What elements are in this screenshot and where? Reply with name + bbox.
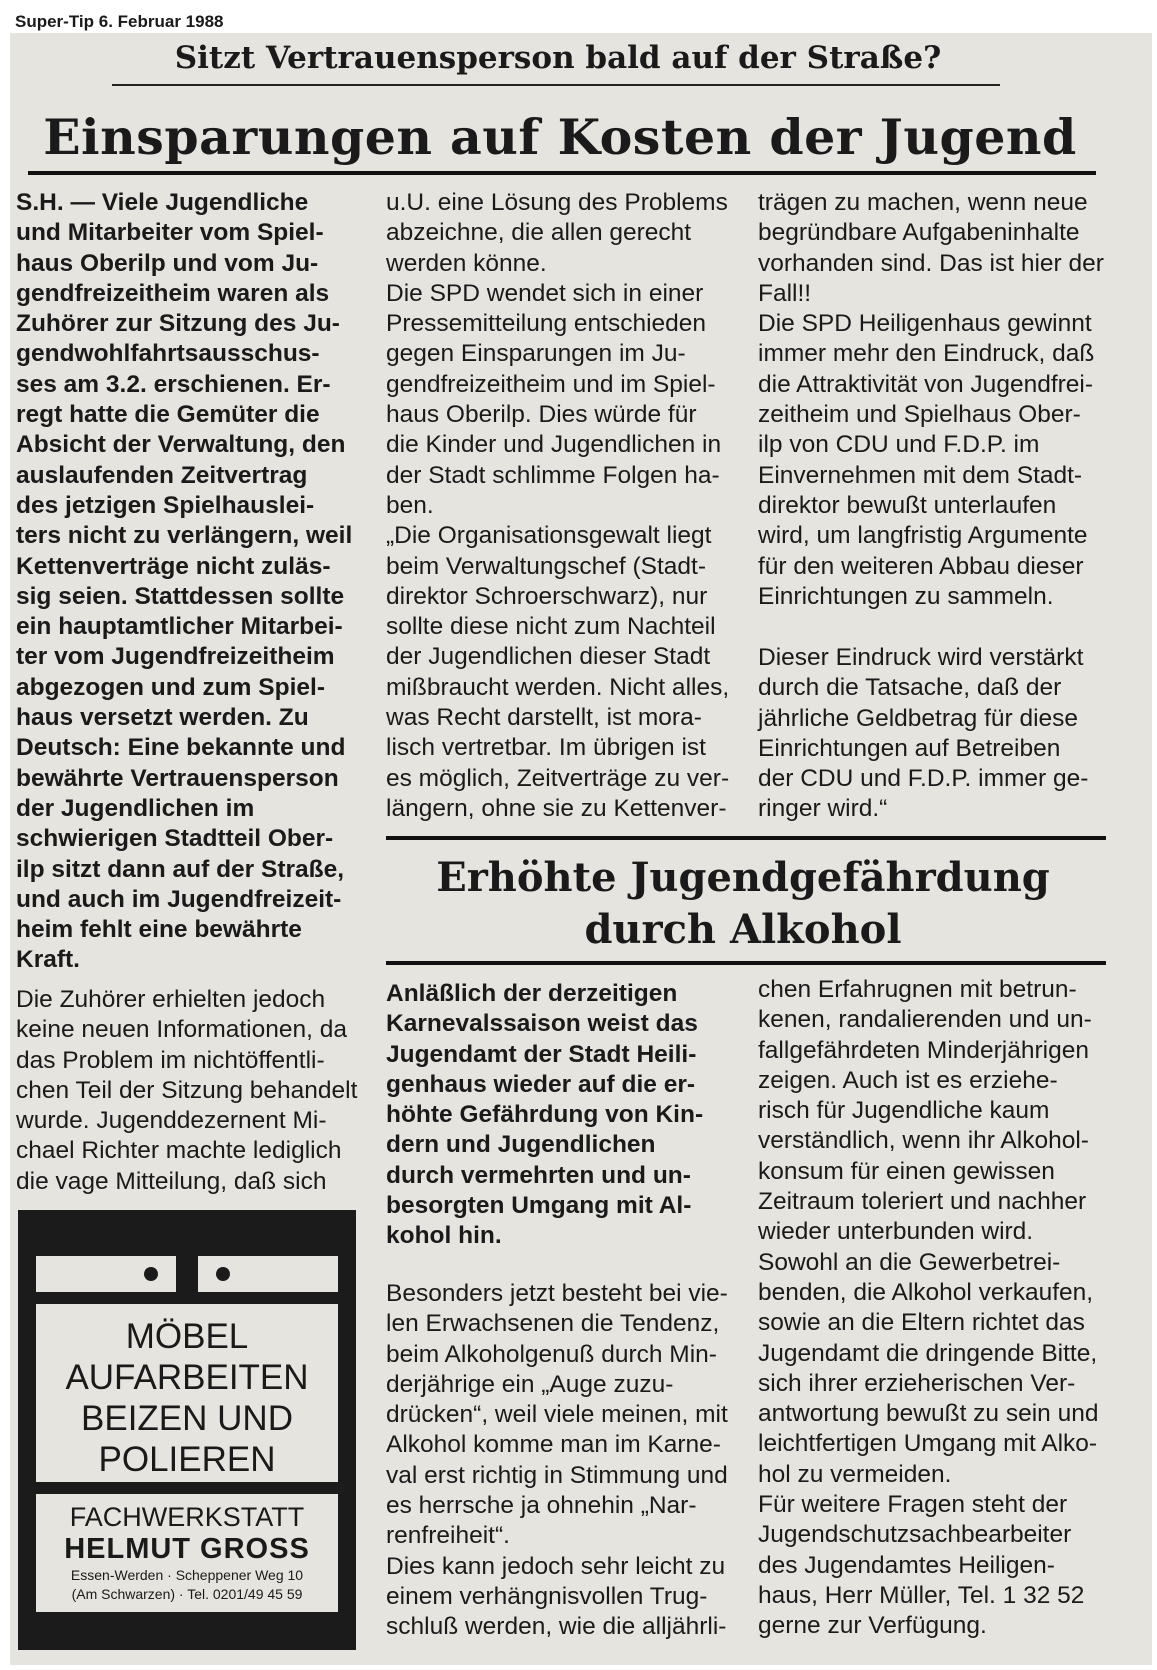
kicker-headline: Sitzt Vertrauensperson bald auf der Straße? <box>174 40 942 76</box>
article2-column3-text: chen Erfahrugnen mit betrun- kenen, randalierenden und un- fallgefährdeten Minderjährigen zeigen. Auch ist es erziehe- risch für Jugendliche kaum verständlich, wenn ihr Alkohol- konsum für einen gewissen Zeitraum toleriert und nachher wieder unterbunden wird. Sowohl an die Gewerbetrei- benden, die Alkohol verkaufen, sowie an die Eltern richtet das Jugendamt die dringende Bitte, sich ihrer erzieherischen Ver- antwortung bewußt zu sein und leichtfertigen Umgang mit Alko- hol zu vermeiden. Für weitere Fragen steht der Jugendschutzsachbearbeiter des Jugendamtes Heiligen- haus, Herr Müller, Tel. 1 32 52 gerne zur Verfügung. <box>758 976 1099 1640</box>
article2-top-divider <box>386 836 1106 840</box>
article1-lead-column: S.H. — Viele Jugendliche und Mitarbeiter vom Spiel- haus Oberilp und vom Ju- gendfreizeitheim waren als Zuhörer zur Sitzung des Ju- gendwohlfahrtsausschus- ses am 3.2. erschienen. Er- regt hatte die Gemüter die Absicht der Verwaltung, den auslaufenden Zeitvertrag des jetzigen Spielhauslei- ters nicht zu verlängern, weil Kettenverträge nicht zuläs- sig seien. Stattdessen sollte ein hauptamtlicher Mitarbei- ter vom Jugendfreizeitheim abgezogen und zum Spiel- haus versetzt werden. Zu Deutsch: Eine bekannte und bewährte Vertrauensperson der Jugendlichen im schwierigen Stadtteil Ober- ilp sitzt dann auf der Straße, und auch im Jugendfreizeit- heim fehlt eine bewährte Kraft. <box>16 189 353 974</box>
ad-shop-name: HELMUT GROSS <box>64 1533 310 1565</box>
article1-column1-text: Die Zuhörer erhielten jedoch keine neuen Informationen, da das Problem im nichtöffentli- chen Teil der Sitzung behandelt wurde. Jugenddezernent Mi- chael Richter machte lediglich die vage Mitteilung, daß sich <box>16 986 358 1195</box>
article2-headline: Erhöhte Jugendgefährdung durch Alkohol <box>436 854 1050 953</box>
headline-divider <box>28 171 1096 175</box>
ad-address-line1: Essen-Werden · Scheppener Weg 10 <box>70 1567 304 1583</box>
kicker-divider <box>112 84 1000 86</box>
article1-column3-closing: Dieser Eindruck wird verstärkt durch die Tatsache, daß der jährliche Geldbetrag für diese Einrichtungen auf Betreiben der CDU und F.D.P. immer ge- ringer wird.“ <box>758 644 1089 823</box>
ad-drawer-right <box>198 1256 338 1292</box>
ad-main-text: MÖBEL AUFARBEITEN BEIZEN UND POLIEREN <box>36 1304 338 1482</box>
furniture-ad <box>18 1210 356 1650</box>
article2-lead: Anläßlich der derzeitigen Karnevalssaison weist das Jugendamt der Stadt Heili- genhaus wieder auf die er- höhte Gefährdung von Kin- dern und Jugendlichen durch vermehrten und un- besorgten Umgang mit Al- kohol hin. <box>386 980 704 1250</box>
ad-address-line2: (Am Schwarzen) · Tel. 0201/49 45 59 <box>71 1586 303 1602</box>
article1-column2-text: u.U. eine Lösung des Problems abzeichne, die allen gerecht werden könne. Die SPD wendet sich in einer Pressemitteilung entschieden gegen Einsparungen im Ju- gendfreizeitheim und im Spiel- haus Oberilp. Dies würde für die Kinder und Jugendlichen in der Stadt schlimme Folgen ha- ben. „Die Organisationsgewalt liegt beim Verwaltungschef (Stadt- direktor Schroerschwarz), nur sollte diese nicht zum Nachteil der Jugendlichen dieser Stadt mißbraucht werden. Nicht alles, was Recht darstellt, ist mora- lisch vertretbar. Im übrigen ist es möglich, Zeitverträge zu ver- längern, ohne sie zu Kettenver- <box>386 189 730 822</box>
article2-headline-divider <box>386 961 1106 965</box>
ad-shop-type: FACHWERKSTATT <box>69 1502 305 1532</box>
knob-icon <box>216 1267 230 1281</box>
knob-icon <box>144 1267 158 1281</box>
article2-column2-text: Besonders jetzt besteht bei vie- len Erwachsenen die Tendenz, beim Alkoholgenuß durch Min- derjährige ein „Auge zuzu- drücken“, weil viele meinen, mit Alkohol komme man im Karne- val erst richtig in Stimmung und es herrsche ja ohnehin „Nar- renfreiheit“. Dies kann jedoch sehr leicht zu einem verhängnisvollen Trug- schluß werden, wie die alljährli- <box>386 1280 728 1641</box>
publication-date-line: Super-Tip 6. Februar 1988 <box>15 12 224 31</box>
ad-shop-panel <box>36 1494 338 1612</box>
article1-column3-text: trägen zu machen, wenn neue begründbare Aufgabeninhalte vorhanden sind. Das ist hier der Fall!! Die SPD Heiligenhaus gewinnt immer mehr den Eindruck, daß die Attraktivität von Jugendfrei- zeitheim und Spielhaus Ober- ilp von CDU und F.D.P. im Einvernehmen mit dem Stadt- direktor bewußt unterlaufen wird, um langfristig Argumente für den weiteren Abbau dieser Einrichtungen zu sammeln. <box>758 189 1104 610</box>
main-headline: Einsparungen auf Kosten der Jugend <box>43 108 1077 166</box>
ad-drawer-left <box>36 1256 176 1292</box>
